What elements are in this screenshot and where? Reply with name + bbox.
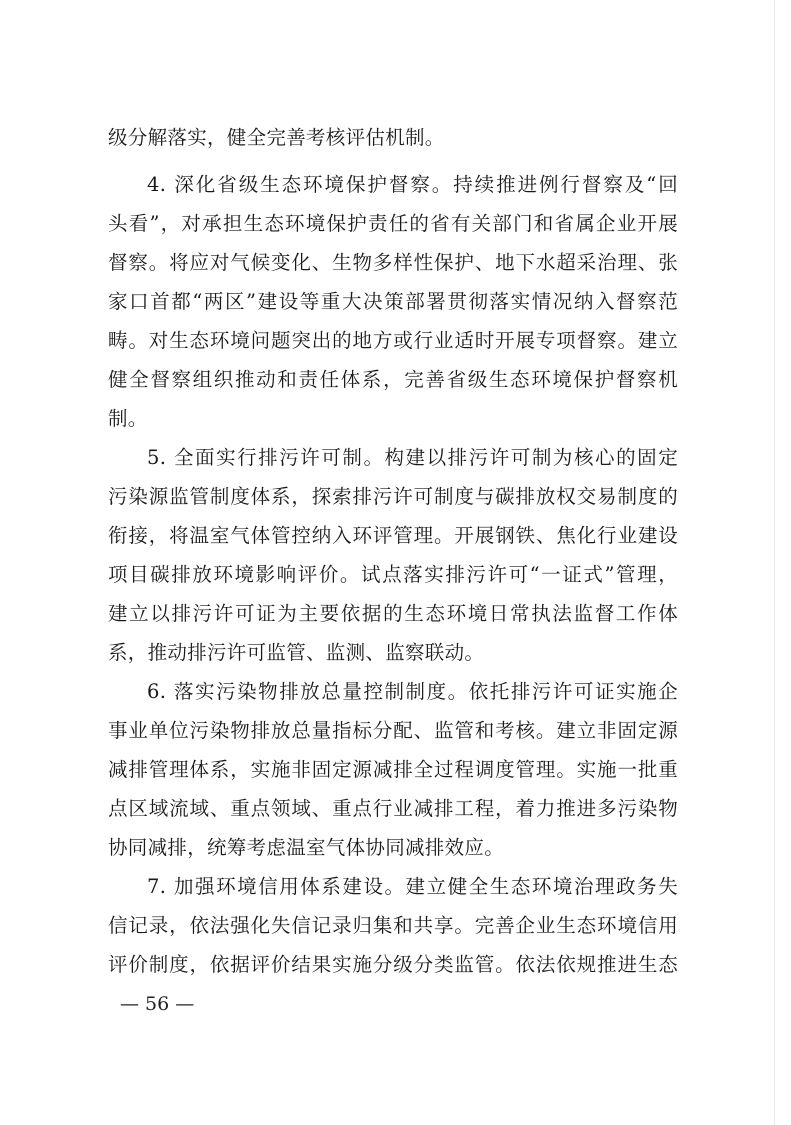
page-edge-line: [774, 0, 775, 1125]
text-line: 级分解落实，健全完善考核评估机制。: [108, 126, 445, 149]
text-line: 协同减排，统筹考虑温室气体协同减排效应。: [108, 836, 505, 859]
paragraph-7-heading-line: 7. 加强环境信用体系建设。建立健全生态环境治理政务失: [147, 875, 678, 898]
text-line: 畴。对生态环境问题突出的地方或行业适时开展专项督察。建立: [108, 329, 678, 352]
paragraph-4-heading-line: 4. 深化省级生态环境保护督察。持续推进例行督察及“回: [147, 173, 678, 196]
text-line: 系，推动排污许可监管、监测、监察联动。: [108, 641, 485, 664]
paragraph-5-heading-line: 5. 全面实行排污许可制。构建以排污许可制为核心的固定: [147, 446, 678, 469]
paragraph-6-heading-line: 6. 落实污染物排放总量控制制度。依托排污许可证实施企: [147, 680, 678, 703]
text-line: 减排管理体系，实施非固定源减排全过程调度管理。实施一批重: [108, 758, 678, 781]
text-line: 信记录，依法强化失信记录归集和共享。完善企业生态环境信用: [108, 914, 678, 937]
text-line: 建立以排污许可证为主要依据的生态环境日常执法监督工作体: [108, 602, 678, 625]
text-line: 家口首都“两区”建设等重大决策部署贯彻落实情况纳入督察范: [108, 290, 678, 313]
page-number: — 56 —: [120, 993, 195, 1015]
text-line: 点区域流域、重点领域、重点行业减排工程，着力推进多污染物: [108, 797, 678, 820]
text-line: 头看”，对承担生态环境保护责任的省有关部门和省属企业开展: [108, 212, 678, 235]
text-line: 督察。将应对气候变化、生物多样性保护、地下水超采治理、张: [108, 251, 678, 274]
text-line: 污染源监管制度体系，探索排污许可制度与碳排放权交易制度的: [108, 485, 678, 508]
text-line: 制。: [108, 407, 148, 430]
text-line: 事业单位污染物排放总量指标分配、监管和考核。建立非固定源: [108, 719, 678, 742]
text-line: 衔接，将温室气体管控纳入环评管理。开展钢铁、焦化行业建设: [108, 524, 678, 547]
text-line: 健全督察组织推动和责任体系，完善省级生态环境保护督察机: [108, 368, 678, 391]
text-line: 评价制度，依据评价结果实施分级分类监管。依法依规推进生态: [108, 953, 678, 976]
text-line: 项目碳排放环境影响评价。试点落实排污许可“一证式”管理，: [108, 563, 678, 586]
